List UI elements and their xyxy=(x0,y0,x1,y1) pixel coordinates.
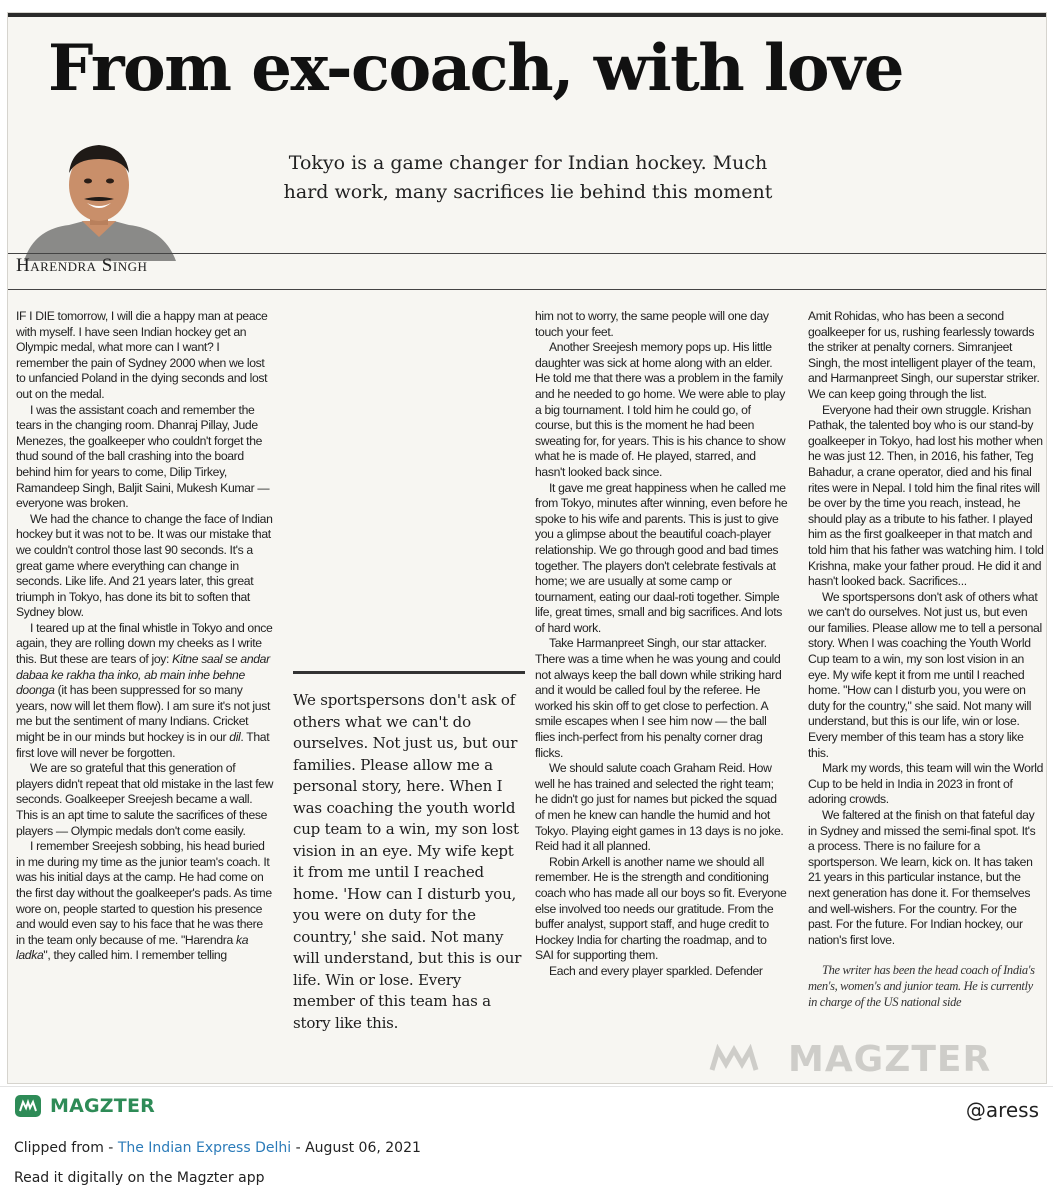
text-run: I teared up at the final whistle in Tokyo and once again, they are rolling down my cheeks as I write this. But these are tears of joy: xyxy=(16,620,273,667)
paragraph: We are so grateful that this generation of players didn't repeat that old mistake in the last few seconds. Goalkeeper Sreejesh became a wall. This is an apt time to salute the sacrifices of these players — Olympic medals don't come easily. xyxy=(16,761,274,838)
hindi-phrase: ka ladka xyxy=(16,932,249,963)
text-run: ", they called him. I remember telling xyxy=(43,948,227,963)
paragraph: We should salute coach Graham Reid. How well he has trained and selected the right team; he didn't go just for names but picked the squad of men he knew can handle the humid and hot Tokyo. Playing eight games in 13 days is no joke. Reid had it all planned. xyxy=(535,761,784,854)
magzter-watermark-icon xyxy=(708,1044,778,1074)
paragraph xyxy=(16,621,274,761)
source-link[interactable]: The Indian Express Delhi xyxy=(117,1140,292,1156)
paragraph: him not to worry, the same people will one day touch your feet. xyxy=(535,309,769,339)
paragraph: Mark my words, this team will win the World Cup to be held in India in 2023 in front of adoring crowds. xyxy=(808,761,1044,807)
clipped-prefix: Clipped from - xyxy=(14,1140,118,1156)
magzter-brand[interactable] xyxy=(14,1094,155,1118)
top-rule xyxy=(8,13,1046,17)
paragraph xyxy=(16,839,274,964)
newspaper-clipping xyxy=(7,12,1047,1084)
paragraph: Take Harmanpreet Singh, our star attacker. There was a time when he was young and could not always keep the ball down while striking hard and it would be called foul by the referee. He worked his skin off to get close to perfection. A smile escapes when I see him now — the ball flies inch-perfect from his penalty corner drag flicks. xyxy=(535,636,782,760)
footer-rule xyxy=(0,1086,1053,1087)
byline-rule-bottom xyxy=(8,289,1046,290)
article-column-3 xyxy=(535,309,788,980)
byline: Harendra Singh xyxy=(16,255,148,276)
paragraph: Each and every player sparkled. Defender xyxy=(549,963,763,978)
paragraph: Another Sreejesh memory pops up. His little daughter was sick at home along with an elder. He told me that there was a problem in the family and he needed to go home. We were able to play a big tournament. I told him he could go, of course, but this is the moment he had been sweating for, for years. This is his chance to show what he is made of. He played, starred, and hasn't looked back since. xyxy=(535,340,786,479)
paragraph: We faltered at the finish on that fateful day in Sydney and missed the semi-final spot. It's a process. There is no failure for a sportsperson. We learn, kick on. It has taken 21 years in this particular instance, but the next generation has done it. For themselves and well-wishers. For the country. For the past. For the future. For Indian hockey, our nation's first love. xyxy=(808,808,1036,947)
hindi-word: dil xyxy=(229,730,241,745)
text-run: (it has been suppressed for so many years, now will let them flow). I am sure it's not just me but the sentiment of many Indians. Cricket might be in our minds but hockey is in our xyxy=(16,683,270,745)
user-handle[interactable]: @aress xyxy=(965,1098,1039,1122)
hindi-quote: Kitne saal se andar dabaa ke rakha tha inko, ab main inhe behne doonga xyxy=(16,652,270,698)
text-run: I remember Sreejesh sobbing, his head buried in me during my time as the junior team's coach. It was his initial days at the camp. He had come on the first day without the goalkeeper's pads. As time wore on, people started to question his presence and would even say to his face that he was there in the team only because of me. "Harendra xyxy=(16,839,272,947)
paragraph: Amit Rohidas, who has been a second goalkeeper for us, rushing fearlessly towards the striker at penalty corners. Simranjeet Singh, the most intelligent player of the team, and Harmanpreet Singh, our superstar striker. We can keep going through the list. xyxy=(808,309,1040,401)
read-digitally-text: Read it digitally on the Magzter app xyxy=(14,1170,265,1186)
headline: From ex-coach, with love xyxy=(48,31,903,106)
paragraph: We had the chance to change the face of Indian hockey but it was not to be. It was our mistake that we couldn't control those last 90 seconds. It's a great game where everything can change in seconds. Like life. And 21 years later, this great triumph in Tokyo, has done its bit to soften that Sydney blow. xyxy=(16,511,273,620)
pull-quote: We sportspersons don't ask of others what we can't do ourselves. Not just us, but our families. Please allow me a personal story, here. When I was coaching the youth world cup team to a win, my son lost vision in an eye. My wife kept it from me until I reached home. 'How can I disturb you, you were on duty for the country,' she said. Not many will understand, but this is our life. Win or lose. Every member of this team has a story like this. xyxy=(293,671,525,1034)
brand-name: MAGZTER xyxy=(50,1095,155,1117)
paragraph: I was the assistant coach and remember the tears in the changing room. Dhanraj Pillay, Jude Menezes, the goalkeeper who couldn't forget the thud sound of the ball crashing into the board behind him for years to come, Dilip Tirkey, Ramandeep Singh, Baljit Saini, Mukesh Kumar — everyone was broken. xyxy=(16,402,270,511)
magzter-watermark xyxy=(708,1039,1038,1079)
author-portrait xyxy=(14,133,184,261)
paragraph: Everyone had their own struggle. Krishan Pathak, the talented boy who is our stand-by goalkeeper in Tokyo, had lost his mother when he was just 12. Then, in 2016, his father, Teg Bahadur, a crane operator, died and his final rites were in Nepal. I told him the final rites will be over by the time you reach, instead, he should play as a tribute to his father. I played him as the first goalkeeper in that match and told him that his father was watching him. I told Krishna, make your father proud. He did it and hasn't looked back. Sacrifices... xyxy=(808,402,1044,589)
clipped-from xyxy=(14,1140,421,1156)
clip-date: - August 06, 2021 xyxy=(291,1140,421,1156)
watermark-text: MAGZTER xyxy=(788,1038,992,1080)
paragraph: We sportspersons don't ask of others what we can't do ourselves. Not just us, but even our families. Please allow me to tell a personal story. When I was coaching the Youth World Cup team to a win, my son lost vision in an eye. My wife kept it from me until I reached home. "How can I disturb you, you were on duty for the country," she said. Not many will understand, but this is our life, win or lose. Every member of this team has a story like this. xyxy=(808,589,1042,760)
writer-note: The writer has been the head coach of India's men's, women's and junior team. He is currently in charge of the US national side xyxy=(808,963,1035,1010)
standfirst: Tokyo is a game changer for Indian hockey. Much hard work, many sacrifices lie behind this moment xyxy=(283,152,773,203)
paragraph: IF I DIE tomorrow, I will die a happy man at peace with myself. I have seen Indian hockey get an Olympic medal, what more can I want? I remember the pain of Sydney 2000 when we lost to unfancied Poland in the dying seconds and lost out on the medal. xyxy=(16,309,268,401)
magzter-logo-icon xyxy=(14,1094,42,1118)
byline-rule-top xyxy=(8,253,1046,254)
article-column-1 xyxy=(16,309,274,964)
paragraph: It gave me great happiness when he called me from Tokyo, minutes after winning, even before he spoke to his wife and parents. This is just to give you a glimpse about the beautiful coach-player relationship. We go through good and bad times together. The players don't celebrate festivals at home; we are usually at some camp or tournament, eating our daal-roti together. Simple life, great times, small and big sacrifices. And lots of hard work. xyxy=(535,480,788,635)
article-column-4 xyxy=(808,309,1044,1010)
paragraph: Robin Arkell is another name we should all remember. He is the strength and conditioning coach who has made all our boys so fit. Everyone else involved too needs our gratitude. From the buffer analyst, support staff, and huge credit to Hockey India for charting the roadmap, and to SAI for supporting them. xyxy=(535,854,787,963)
text-run: . That first love will never be forgotten. xyxy=(16,730,270,760)
